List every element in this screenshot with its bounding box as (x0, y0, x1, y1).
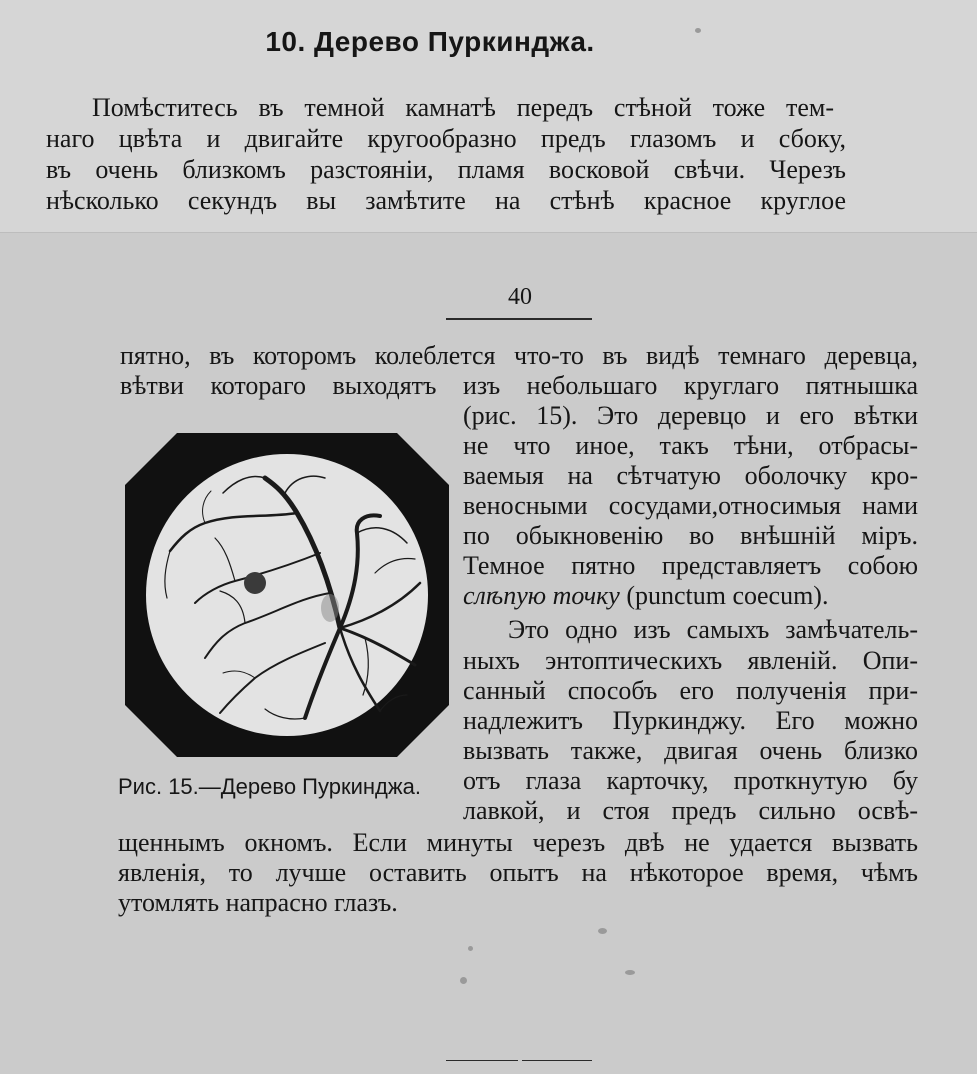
top-paragraph-line-4: нѣсколько секундъ вы замѣтите на стѣнѣ красное круглое (46, 186, 846, 215)
macula-spot (244, 572, 266, 594)
page-number: 40 (508, 284, 532, 310)
body-line-1: пятно, въ которомъ колеблется что-то въ видѣ темнаго деревца, (120, 341, 918, 370)
body-line-7: по обыкновенію во внѣшній міръ. (463, 521, 918, 550)
figure-caption: Рис. 15.—Дерево Пуркинджа. (118, 774, 421, 799)
page-number-rule (446, 318, 592, 320)
optic-disc-shading (321, 594, 339, 622)
body-line-3: (рис. 15). Это деревцо и его вѣтки (463, 401, 918, 430)
top-paragraph-line-2: наго цвѣта и двигайте кругообразно предъ глазомъ и сбоку, (46, 124, 846, 153)
body-line-19: утомлять напрасно глазъ. (118, 888, 398, 917)
paper-speck (598, 928, 607, 934)
top-paragraph-line-3: въ очень близкомъ разстояніи, пламя восковой свѣчи. Черезъ (46, 155, 846, 184)
purkinje-tree-figure (125, 433, 449, 762)
paper-speck (625, 970, 635, 975)
body-line-10: Это одно изъ самыхъ замѣчатель- (508, 615, 918, 644)
body-line-5: ваемыя на сѣтчатую оболочку кро- (463, 461, 918, 490)
paper-speck (460, 977, 467, 984)
body-line-8: Темное пятно представляетъ собою (463, 551, 918, 580)
purkinje-tree-illustration (125, 433, 449, 757)
bottom-rule-right (522, 1060, 592, 1061)
body-line-17: щеннымъ окномъ. Если минуты черезъ двѣ не удается вызвать (118, 828, 918, 857)
body-line-18: явленія, то лучше оставить опытъ на нѣкоторое время, чѣмъ (118, 858, 918, 887)
section-heading: 10. Дерево Пуркинджа. (265, 26, 595, 57)
blind-spot-term: слѣпую точку (463, 581, 620, 610)
bottom-rule-left (446, 1060, 518, 1061)
body-line-16: лавкой, и стоя предъ сильно освѣ- (463, 796, 918, 825)
body-line-4: не что иное, такъ тѣни, отбрасы- (463, 431, 918, 460)
body-line-12: санный способъ его полученія при- (463, 676, 918, 705)
body-line-14: вызвать также, двигая очень близко (463, 736, 918, 765)
body-line-13: надлежитъ Пуркинджу. Его можно (463, 706, 918, 735)
top-paragraph-line-1: Помѣститесь въ темной камнатѣ передъ стѣной тоже тем- (92, 93, 834, 122)
body-line-2: вѣтви котораго выходятъ изъ небольшаго круглаго пятнышка (120, 371, 918, 400)
paper-speck (695, 28, 701, 33)
paper-speck (468, 946, 473, 951)
body-line-6: веносными сосудами,относимыя нами (463, 491, 918, 520)
body-line-15: отъ глаза карточку, проткнутую бу (463, 766, 918, 795)
body-line-11: ныхъ энтоптическихъ явленій. Опи- (463, 646, 918, 675)
body-line-9 (463, 581, 828, 611)
blind-spot-latin: (punctum coecum). (619, 581, 829, 610)
